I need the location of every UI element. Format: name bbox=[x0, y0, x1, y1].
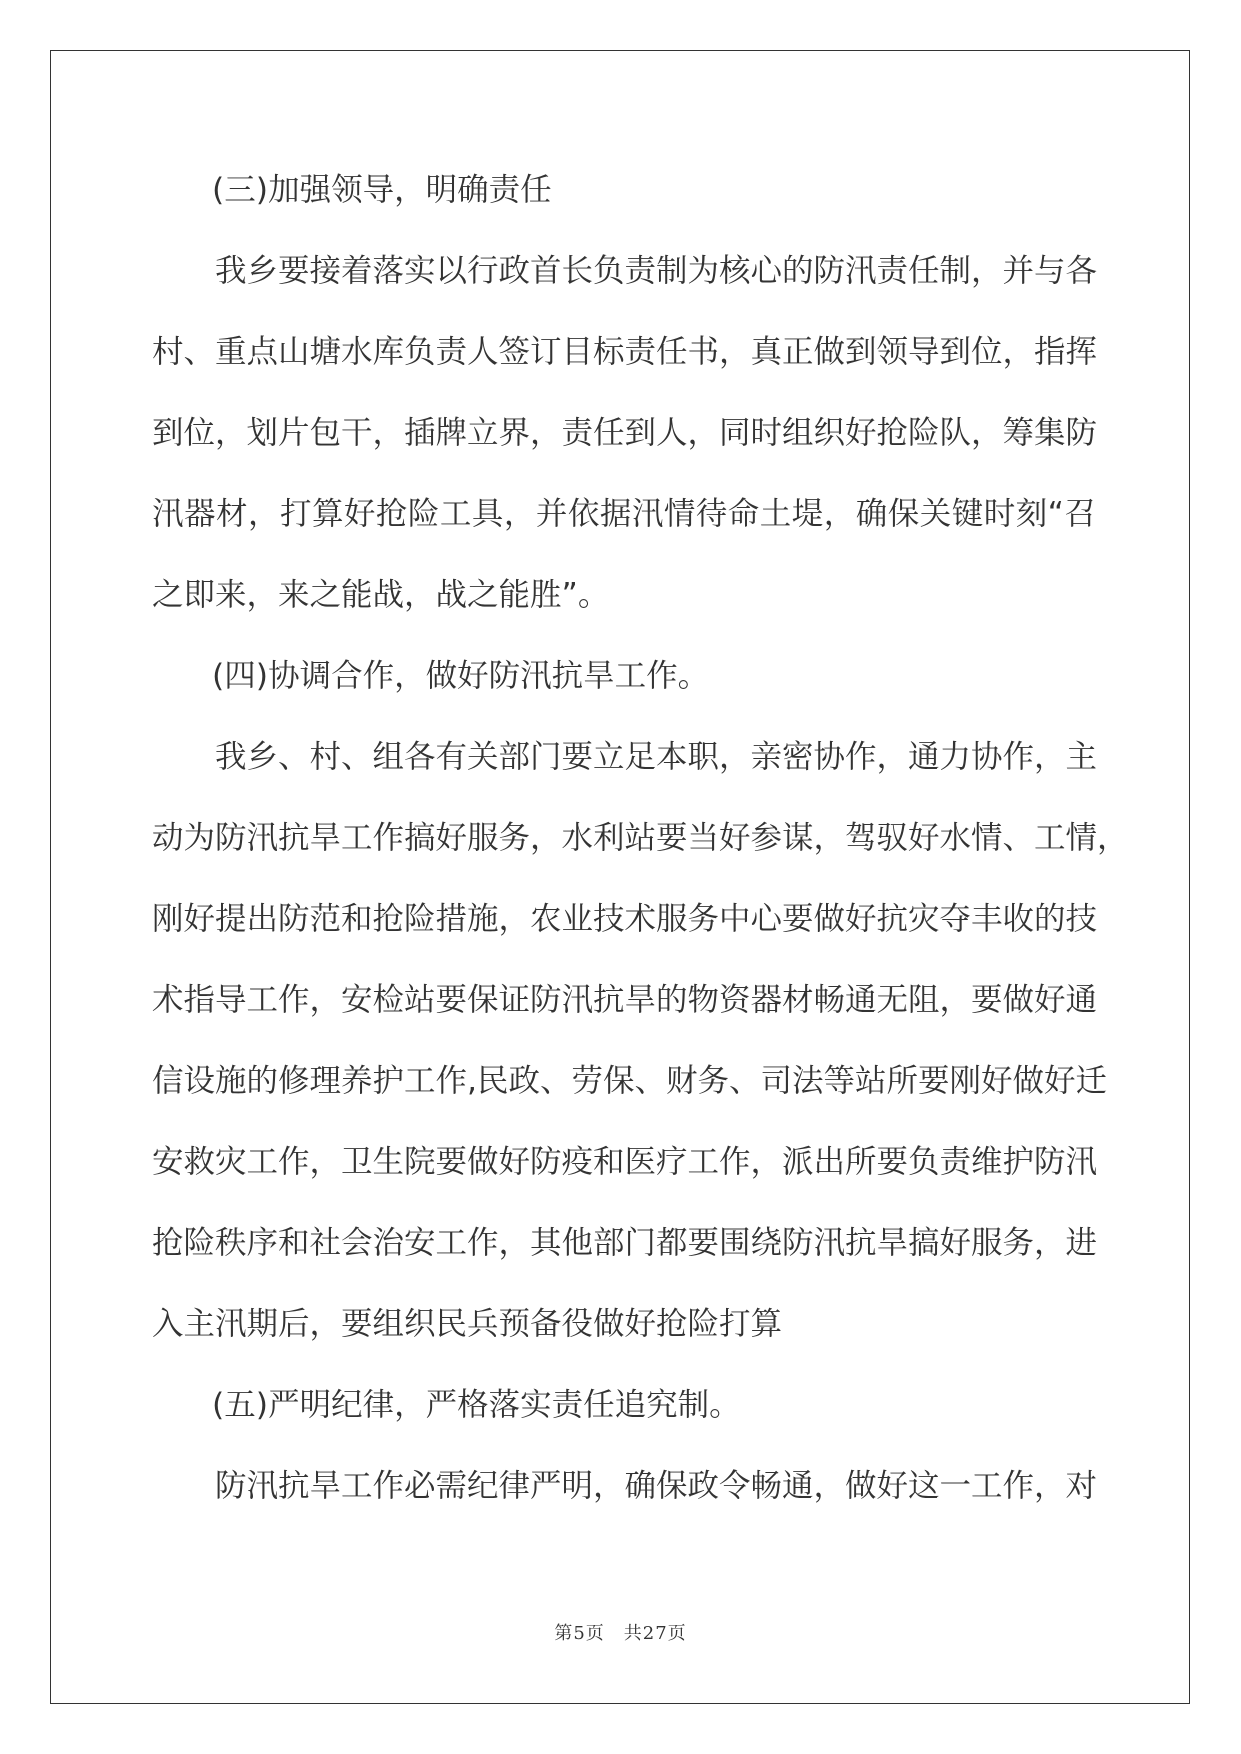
page-footer bbox=[0, 1619, 1241, 1645]
paragraph-line: 村、重点山塘水库负责人签订目标责任书，真正做到领导到位，指挥 bbox=[152, 334, 1098, 370]
paragraph-line: 汛器材，打算好抢险工具，并依据汛情待命土堤，确保关键时刻“召 bbox=[152, 496, 1096, 532]
paragraph-3 bbox=[152, 231, 1096, 636]
page-number: 5 bbox=[573, 1623, 586, 1644]
paragraph-line: 入主汛期后，要组织民兵预备役做好抢险打算 bbox=[152, 1306, 783, 1342]
paragraph-line: 之即来，来之能战，战之能胜”。 bbox=[152, 577, 610, 613]
paragraph-5 bbox=[152, 1446, 1096, 1527]
paragraph-line: 我乡要接着落实以行政首长负责制为核心的防汛责任制，并与各 bbox=[215, 253, 1098, 289]
paragraph-line: 到位，划片包干，插牌立界，责任到人，同时组织好抢险队，筹集防 bbox=[152, 415, 1098, 451]
section-heading-3: (三)加强领导，明确责任 bbox=[212, 172, 552, 208]
paragraph-4 bbox=[152, 717, 1129, 1365]
paragraph-line: 术指导工作，安检站要保证防汛抗旱的物资器材畅通无阻，要做好通 bbox=[152, 982, 1098, 1018]
total-suffix: 页 bbox=[667, 1623, 687, 1644]
paragraph-line: 抢险秩序和社会治安工作，其他部门都要围绕防汛抗旱搞好服务，进 bbox=[152, 1225, 1098, 1261]
section-heading-5: (五)严明纪律，严格落实责任追究制。 bbox=[212, 1387, 741, 1423]
total-prefix: 共 bbox=[623, 1623, 643, 1644]
paragraph-line: 我乡、村、组各有关部门要立足本职，亲密协作，通力协作，主 bbox=[215, 739, 1098, 775]
paragraph-line: 刚好提出防范和抢险措施，农业技术服务中心要做好抗灾夺丰收的技 bbox=[152, 901, 1098, 937]
page-prefix: 第 bbox=[554, 1623, 574, 1644]
paragraph-line: 信设施的修理养护工作,民政、劳保、财务、司法等站所要刚好做好迁 bbox=[152, 1063, 1108, 1099]
paragraph-line: 安救灾工作，卫生院要做好防疫和医疗工作，派出所要负责维护防汛 bbox=[152, 1144, 1098, 1180]
document-body bbox=[152, 150, 1129, 1527]
paragraph-line: 动为防汛抗旱工作搞好服务，水利站要当好参谋，驾驭好水情、工情， bbox=[152, 820, 1129, 856]
page-suffix: 页 bbox=[585, 1623, 605, 1644]
total-pages: 27 bbox=[642, 1623, 668, 1644]
paragraph-line: 防汛抗旱工作必需纪律严明，确保政令畅通，做好这一工作，对 bbox=[215, 1468, 1098, 1504]
section-heading-4: (四)协调合作，做好防汛抗旱工作。 bbox=[212, 658, 710, 694]
